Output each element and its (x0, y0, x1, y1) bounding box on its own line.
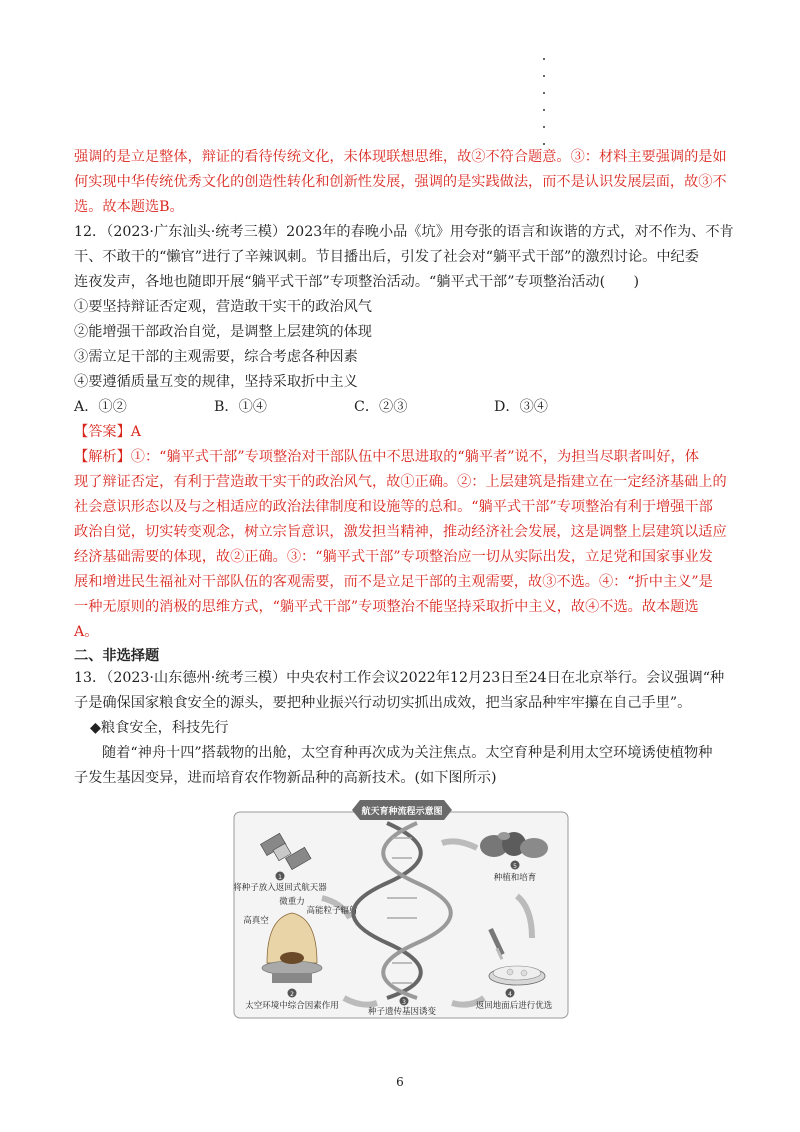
section-title: 二、非选择题 (74, 648, 160, 664)
options-row (74, 397, 730, 417)
analysis-line: 【解析】①：“躺平式干部”专项整治对干部队伍中不思进取的“躺平者”说不，为担当尽职者叫好，体 (74, 449, 699, 465)
step-2-label: 太空环境中综合因素作用 (245, 1001, 339, 1011)
svg-text:5: 5 (513, 863, 517, 870)
explanation-line: 强调的是立足整体，辩证的看待传统文化，未体现联想思维，故②不符合题意。③：材料主要强调的是如 (74, 149, 727, 165)
step-1-label: 将种子放入返回式航天器 (233, 883, 327, 893)
step-5-label: 种植和培育 (493, 873, 537, 883)
svg-text:4: 4 (508, 991, 512, 998)
answer: 【答案】A (74, 424, 141, 440)
analysis-line: 政治自觉，切实转变观念，树立宗旨意识，激发担当精神，推动经济社会发展，这是调整上层建筑以适应 (74, 524, 727, 540)
statement-4: ④要遵循质量互变的规律，坚持采取折中主义 (74, 374, 358, 390)
margin-dots (543, 58, 547, 148)
analysis-line: 经济基础需要的体现，故②正确。③：“躺平式干部”专项整治应一切从实际出发，立足党和国家事业发 (74, 549, 713, 565)
analysis-line: 社会意识形态以及与之相适应的政治法律制度和设施等的总和。“躺平式干部”专项整治有利于增强干部 (74, 499, 713, 515)
question-12-stem: 12．（2023·广东汕头·统考三模）2023年的春晚小品《坑》用夸张的语言和诙谐的方式，对不作为、不肯 (74, 224, 734, 240)
vacuum-label: 高真空 (243, 916, 269, 926)
bullet-heading: ◆粮食安全，科技先行 (90, 720, 229, 736)
analysis-line: 现了辩证否定，有利于营造敢干实干的政治风气，故①正确。②：上层建筑是指建立在一定经济基础上的 (74, 474, 727, 490)
question-12-stem: 干、不敢干的“懒官”进行了辛辣讽刺。节目播出后，引发了社会对“躺平式干部”的激烈讨论。中纪委 (74, 249, 699, 265)
svg-text:1: 1 (278, 874, 282, 881)
statement-3: ③需立足干部的主观需要，综合考虑各种因素 (74, 349, 358, 365)
material-paragraph: 子发生基因变异，进而培育农作物新品种的高新技术。(如下图所示) (74, 770, 497, 786)
material-paragraph: 随着“神舟十四”搭载物的出舱，太空育种再次成为关注焦点。太空育种是利用太空环境诱使植物种 (102, 745, 713, 761)
page-number: 6 (396, 1075, 404, 1089)
microgravity-label: 微重力 (279, 897, 305, 907)
radiation-label: 高能粒子辐射 (306, 906, 358, 916)
explanation-line: 何实现中华传统优秀文化的创造性转化和创新性发展，强调的是实践做法，而不是认识发展层面，故③不 (74, 174, 727, 190)
diagram-title: 航天育种流程示意图 (361, 807, 443, 817)
step-3-label: 种子遗传基因诱变 (367, 1007, 437, 1017)
question-13-stem: 子是确保国家粮食安全的源头，要把种业振兴行动切实抓出成效，把当家品种牢牢攥在自己手里”。 (74, 695, 692, 711)
option-a: A．①② (74, 399, 127, 415)
space-breeding-diagram (232, 798, 570, 1023)
analysis-line: 展和增进民生福祉对干部队伍的客观需要，而不是立足干部的主观需要，故③不选。④：“折中主义”是 (74, 574, 713, 590)
statement-1: ①要坚持辩证否定观，营造敢干实干的政治风气 (74, 299, 372, 315)
svg-text:3: 3 (402, 999, 406, 1006)
option-c: C．②③ (354, 399, 408, 415)
statement-2: ②能增强干部政治自觉，是调整上层建筑的体现 (74, 324, 372, 340)
question-12-stem: 连夜发声，各地也随即开展“躺平式干部”专项整治活动。“躺平式干部”专项整治活动( ) (74, 274, 640, 290)
analysis-line: A。 (74, 624, 99, 640)
analysis-line: 一种无原则的消极的思维方式，“躺平式干部”专项整治不能坚持采取折中主义，故④不选。故本题选 (74, 599, 699, 615)
question-13-stem: 13．（2023·山东德州·统考三模）中央农村工作会议2022年12月23日至24日在北京举行。会议强调“种 (74, 670, 725, 686)
step-4-label: 返回地面后进行优选 (475, 1001, 553, 1011)
option-b: B．①④ (214, 399, 267, 415)
explanation-line: 选。故本题选B。 (74, 199, 184, 215)
option-d: D．③④ (494, 399, 548, 415)
svg-text:2: 2 (290, 991, 294, 998)
